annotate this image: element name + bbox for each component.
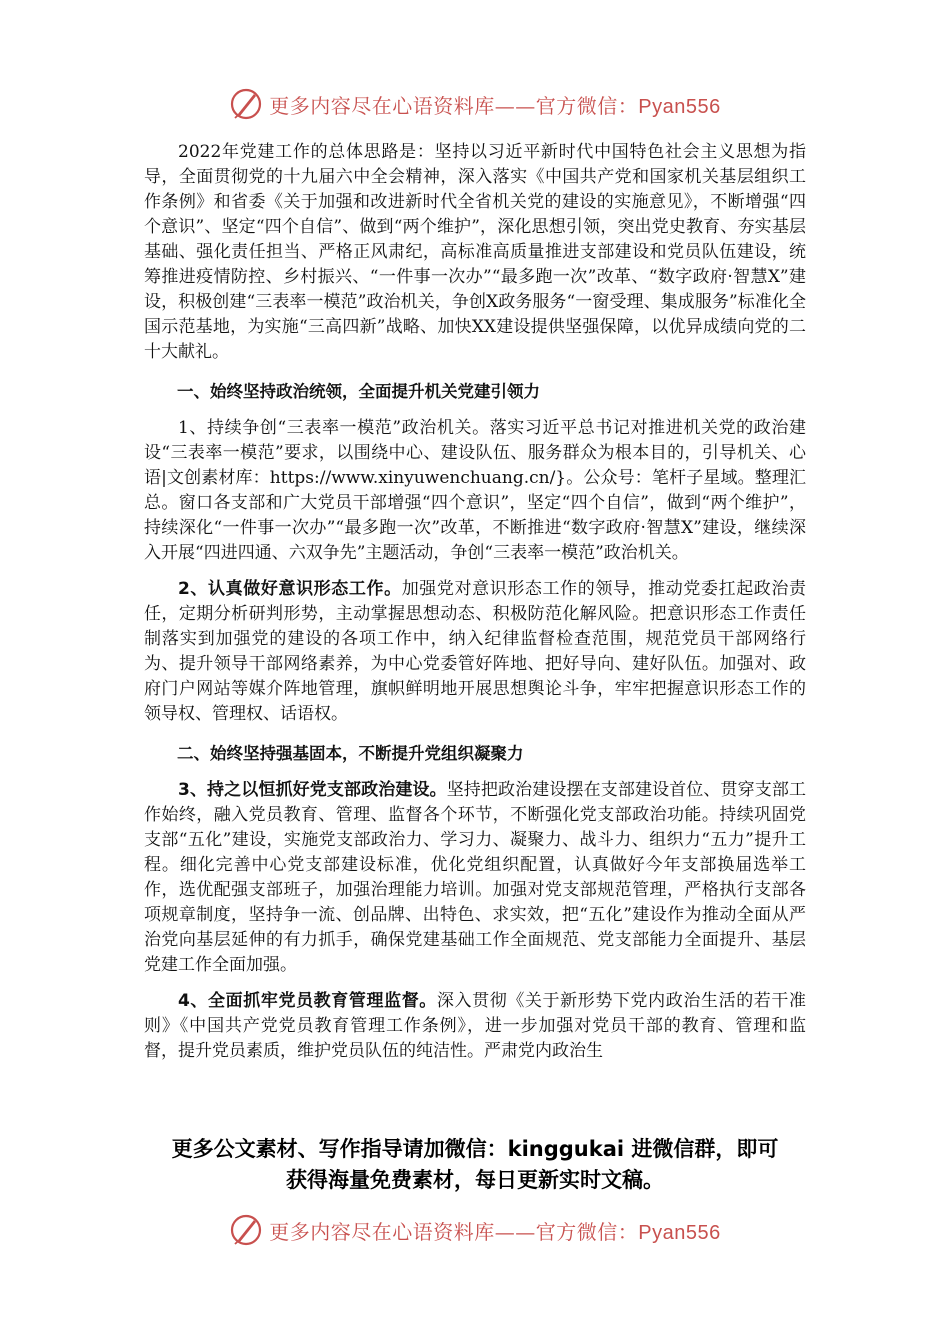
item-1-paragraph: 1、持续争创“三表率一模范”政治机关。落实习近平总书记对推进机关党的政治建设“三表率一模范”要求，以围绕中心、建设队伍、服务群众为根本目的，引导机关、心语|文创素材库：https://www.xinyuwenchuang.cn/}。公众号：笔杆子星域。整理汇总。窗口各支部和广大党员干部增强“四个意识”，坚定“四个自信”，做到“两个维护”，持续深化“一件事一次办”“最多跑一次”改革，不断推进“数字政府·智慧X”建设，继续深入开展“四进四通、六双争先”主题活动，争创“三表率一模范”政治机关。	[144, 418, 806, 563]
header-watermark-banner	[0, 84, 950, 124]
item-3-paragraph	[144, 778, 806, 978]
item-2-paragraph	[144, 577, 806, 727]
item-4-body: 深入贯彻《关于新形势下党内政治生活的若干准则》《中国共产党党员教育管理工作条例》，进一步加强对党员干部的教育、管理和监督，提升党员素质，维护党员队伍的纯洁性。严肃党内政治生	[144, 991, 807, 1061]
section-2-heading: 二、始终坚持强基固本，不断提升党组织凝聚力	[177, 744, 524, 763]
item-2-lead: 2、认真做好意识形态工作。	[178, 579, 402, 599]
header-watermark-text: 更多内容尽在心语资料库——官方微信：Pyan556	[269, 93, 721, 118]
pen-quill-logo-icon	[229, 1213, 263, 1247]
item-4-paragraph	[144, 989, 806, 1064]
promo-line-2: 获得海量免费素材，每日更新实时文稿。	[286, 1168, 664, 1192]
item-2-body: 加强党对意识形态工作的领导，推动党委扛起政治责任，定期分析研判形势，主动掌握思想动态、积极防范化解风险。把意识形态工作责任制落实到加强党的建设的各项工作中，纳入纪律监督检查范围，规范党员干部网络行为、提升领导干部网络素养，为中心党委管好阵地、把好导向、建好队伍。加强对、政府门户网站等媒介阵地管理，旗帜鲜明地开展思想舆论斗争，牢牢把握意识形态工作的领导权、管理权、话语权。	[144, 579, 807, 724]
footer-watermark-banner	[0, 1210, 950, 1250]
item-3-lead: 3、持之以恒抓好党支部政治建设。	[178, 780, 447, 800]
promo-notice	[120, 1134, 830, 1196]
document-body	[144, 140, 806, 1075]
footer-watermark-text: 更多内容尽在心语资料库——官方微信：Pyan556	[269, 1219, 721, 1244]
section-1-heading: 一、始终坚持政治统领，全面提升机关党建引领力	[177, 382, 540, 401]
item-3-body: 坚持把政治建设摆在支部建设首位、贯穿支部工作始终，融入党员教育、管理、监督各个环节，不断强化党支部政治功能。持续巩固党支部“五化”建设，实施党支部政治力、学习力、凝聚力、战斗力、组织力“五力”提升工程。细化完善中心党支部建设标准，优化党组织配置，认真做好今年支部换届选举工作，选优配强支部班子，加强治理能力培训。加强对党支部规范管理，严格执行支部各项规章制度，坚持争一流、创品牌、出特色、求实效，把“五化”建设作为推动全面从严治党向基层延伸的有力抓手，确保党建基础工作全面规范、党支部能力全面提升、基层党建工作全面加强。	[144, 780, 807, 975]
item-4-lead: 4、全面抓牢党员教育管理监督。	[178, 991, 437, 1011]
promo-line-1: 更多公文素材、写作指导请加微信：kinggukai 进微信群，即可	[171, 1137, 779, 1161]
pen-quill-logo-icon	[229, 87, 263, 121]
intro-paragraph: 2022年党建工作的总体思路是：坚持以习近平新时代中国特色社会主义思想为指导，全面贯彻党的十九届六中全会精神，深入落实《中国共产党和国家机关基层组织工作条例》和省委《关于加强和改进新时代全省机关党的建设的实施意见》，不断增强“四个意识”、坚定“四个自信”、做到“两个维护”，深化思想引领，突出党史教育、夯实基层基础、强化责任担当、严格正风肃纪，高标准高质量推进支部建设和党员队伍建设，统筹推进疫情防控、乡村振兴、“一件事一次办”“最多跑一次”改革、“数字政府·智慧X”建设，积极创建“三表率一模范”政治机关，争创X政务服务“一窗受理、集成服务”标准化全国示范基地，为实施“三高四新”战略、加快XX建设提供坚强保障，以优异成绩向党的二十大献礼。	[144, 142, 806, 362]
